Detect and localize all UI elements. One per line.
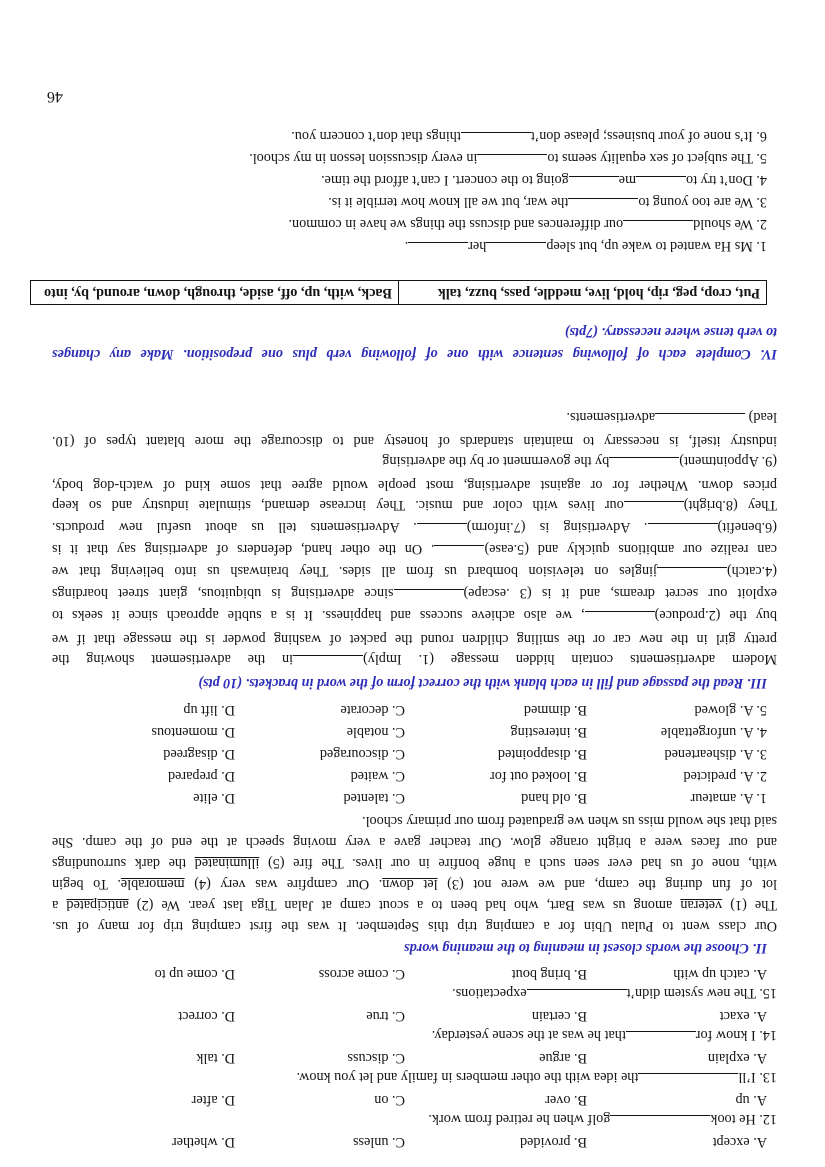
part4-sentence-3: 3. We are too young tothe war, but we all know how terrible it is.	[328, 194, 767, 210]
q11-option-c: C. unless	[352, 1134, 405, 1150]
part3-line-8: They (8.bright)our lives with color and music. They increase demand, stimulate industry and so keep	[52, 497, 777, 513]
part3-line-5: (4.catch)jingles on television bombard us from all sides. They brainwash us into believing that we	[52, 563, 777, 579]
p2-q4-option-a: 4. A. unforgettable	[660, 724, 767, 740]
q15-option-c: C. come across	[318, 966, 405, 982]
part4-sentence-4: 4. Don’t try tomegoing to the concert. I can’t afford the time.	[321, 172, 767, 188]
p2-q2-option-d: D. prepared	[168, 768, 235, 784]
p2-q4-option-b: B. interesting	[510, 724, 587, 740]
part3-line-6: can realize our ambitions quickly and (5.ease). On the other hand, defenders of advertising say that it is	[52, 541, 777, 557]
part3-heading: III. Read the passage and fill in each blank with the correct form of the word in brackets. (10 pts)	[198, 675, 767, 691]
p2-q4-option-d: D. momentous	[151, 724, 235, 740]
part4-sentence-6: 6. It’s none of your business; please don’tthings that don’t concern you.	[291, 128, 767, 144]
q12-option-b: B. over	[545, 1092, 587, 1108]
part3-line-10: (9. Appointment)by the government or by the advertising	[382, 453, 777, 469]
part4-sentence-5: 5. The subject of sex equality seems toin every discussion lesson in my school.	[249, 150, 767, 166]
p2-q1-option-d: D. elite	[193, 790, 235, 806]
q13-option-c: C. discuss	[347, 1050, 405, 1066]
part2-passage-line-5: and our faces were a bright orange glow. Our teacher gave a very moving speech at the end of the camp. She	[52, 834, 777, 850]
p2-q1-option-b: B. old hand	[521, 790, 587, 806]
q11-option-a: A. except	[712, 1134, 767, 1150]
part2-passage-line-4: with, none of us had ever seen such a huge bonfire in our lives. The fire (5) illuminated the dark surroundings	[52, 855, 777, 871]
p2-q5-option-a: 5. A. glowed	[694, 702, 767, 718]
p2-q2-option-b: B. looked out for	[490, 768, 587, 784]
p2-q3-option-a: 3. A. disheartened	[664, 746, 767, 762]
part3-line-4: exploit our secret dreams, and it is (3 .escape)since advertising is ubiquitous, giant street hoardings	[52, 585, 777, 601]
q15-option-d: D. come up to	[154, 966, 235, 982]
part3-line-7: (6.benefit). Advertising is (7.inform). Advertisements tell us about useful new products.	[52, 519, 777, 535]
part4-sentence-1: 1. Ms Ha wanted to wake up, but sleepher.	[404, 238, 767, 254]
q13-option-a: A. explain	[707, 1050, 767, 1066]
q13-question: 13. I’llthe idea with the other members in family and let you know.	[296, 1069, 777, 1085]
part2-heading: II. Choose the words closest in meaning to the meaning words	[403, 940, 767, 956]
p2-q2-option-c: C. waited	[350, 768, 405, 784]
part4-sentence-2: 2. We shouldour differences and discuss the things we have in common.	[288, 216, 767, 232]
p2-q1-option-c: C. talented	[343, 790, 405, 806]
q13-option-b: B. argue	[539, 1050, 587, 1066]
q15-option-b: B. bring bout	[511, 966, 587, 982]
q13-option-d: D. talk	[196, 1050, 235, 1066]
page-number: 46	[47, 88, 63, 105]
q12-option-a: A. up	[735, 1092, 767, 1108]
part3-line-3: buy the (2.produce), we also achieve success and happiness. It is a subtle approach since it seeks to	[51, 607, 777, 623]
q11-option-d: D. whether	[171, 1134, 235, 1150]
q14-option-d: D. correct	[178, 1008, 235, 1024]
word-bank-table	[30, 280, 767, 305]
part2-passage-line-6: said that she would miss us when we graduated from our primary school.	[362, 813, 777, 829]
q14-option-c: C. true	[366, 1008, 405, 1024]
q15-question: 15. The new system didn’texpectations.	[452, 985, 777, 1001]
p2-q2-option-a: 2. A. predicted	[683, 768, 767, 784]
p2-q3-option-b: B. disappointed	[497, 746, 587, 762]
part4-heading-line-2: to verb tense where necessary. (7pts)	[564, 324, 777, 340]
part2-passage-line-2: The (1) veteran among us was Bart, who had been to a scout camp at Jalan Tiga last year. We (2) anticipated a	[52, 897, 777, 913]
p2-q5-option-d: D. lift up	[183, 702, 235, 718]
q15-option-a: A. catch up with	[673, 966, 767, 982]
word-bank-verbs: Put, crop, peg, rip, hold, live, meddle, pass, buzz, talk	[399, 280, 767, 304]
part3-line-12: lead) advertisements.	[566, 409, 777, 425]
q12-option-d: D. after	[191, 1092, 235, 1108]
p2-q5-option-c: C. decorate	[340, 702, 405, 718]
word-bank-prepositions: Back, with, up, off, aside, through, down, around, by, into	[31, 280, 399, 304]
p2-q5-option-b: B. dimmed	[523, 702, 587, 718]
p2-q4-option-c: C. notable	[346, 724, 405, 740]
part3-line-2: pretty girl in the new car or the smiling children round the packet of washing powder is the message that if we	[52, 631, 777, 647]
part3-line-9: prices down. Whether for or against advertising, most people would agree that some kind of watch-dog body,	[52, 477, 777, 493]
q11-option-b: B. provided	[520, 1134, 587, 1150]
part2-passage-line-3: lot of fun during the camp, and we were not (3) let down. Our campfire was very (4) memorable. To begin	[52, 876, 777, 892]
part2-passage-line-1: Our class went to Pulau Ubin for a camping trip this September. It was the first camping trip for many of us.	[52, 918, 777, 934]
part3-line-11: industry itself, is necessary to maintain standards of honesty and to discourage the more blatant types of (10.	[52, 433, 777, 449]
p2-q3-option-c: C. discouraged	[319, 746, 405, 762]
p2-q3-option-d: D. disagreed	[163, 746, 235, 762]
q12-option-c: C. on	[374, 1092, 405, 1108]
p2-q1-option-a: 1. A. amateur	[690, 790, 767, 806]
part3-line-1: Modern advertisements contain hidden message (1. Imply)in the advertisement showing the	[52, 651, 777, 667]
q14-question: 14. I know forthat he was at the scene yesterday.	[431, 1027, 777, 1043]
q14-option-b: B. certain	[531, 1008, 587, 1024]
part4-heading-line-1: IV. Complete each of following sentence with one of following verb plus one preposition. Make any changes	[52, 346, 777, 362]
q12-question: 12. He tookgolf when he retired from work.	[428, 1111, 777, 1127]
q14-option-a: A. exact	[719, 1008, 767, 1024]
